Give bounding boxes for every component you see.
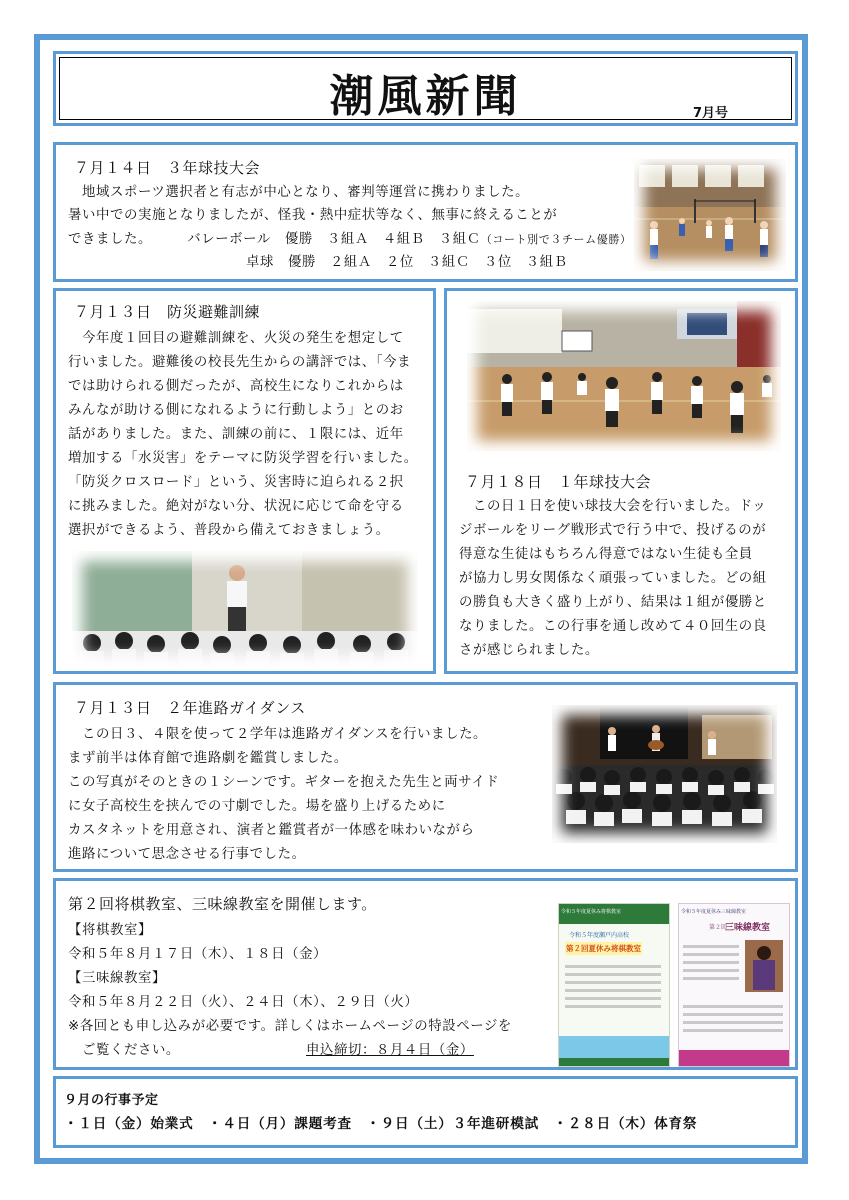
flyer-title: 三味線教室 xyxy=(725,923,771,933)
text-line: では助けられる側だったが、高校生になりこれからは xyxy=(68,379,404,394)
volleyball-results: できました。 バレーボール 優勝 ３組Ａ ４組Ｂ ３組Ｃ xyxy=(68,232,481,247)
text-line: に女子高校生を挟んでの寸劇でした。場を盛り上げるために xyxy=(68,799,446,814)
text-line: 行いました。避難後の校長先生からの講評では、「今ま xyxy=(68,355,412,370)
section-ball-game-1st xyxy=(444,288,798,674)
text-line: この日３、４限を使って２学年は進路ガイダンスを行いました。 xyxy=(68,727,488,742)
text-line: ジボールをリーグ戦形式で行う中で、投げるのが xyxy=(459,523,767,538)
text-line: 「防災クロスロード」という、災害時に迫られる２択 xyxy=(68,475,404,490)
text-line: この日１日を使い球技大会を行いました。ドッ xyxy=(459,499,767,514)
section-career-guidance xyxy=(53,682,798,872)
note-line: ご覧ください。 xyxy=(68,1043,180,1058)
text-line: 得意な生徒はもちろん得意ではない生徒も全員 xyxy=(459,547,753,562)
text-line: の勝負も大きく盛り上がり、結果は１組が優勝と xyxy=(459,595,767,610)
deadline: 申込締切：８月４日（金） xyxy=(306,1043,474,1058)
text-line: 進路について思念させる行事でした。 xyxy=(68,847,306,862)
section-heading: ７月１４日 ３年球技大会 xyxy=(74,159,261,177)
text-line: 今年度１回目の避難訓練を、火災の発生を想定して xyxy=(68,331,404,346)
shogi-flyer xyxy=(558,903,670,1067)
flyer-mid-text: 令和５年度瀬戸内高校 xyxy=(569,932,630,939)
section-heading: ７月１３日 防災避難訓練 xyxy=(74,303,261,321)
stage-skit-photo xyxy=(552,705,777,843)
shamisen-date: 令和５年８月２２日（火）、２４日（木）、２９日（火） xyxy=(68,995,419,1010)
masthead xyxy=(53,51,798,126)
newspaper-title: 潮風新聞 xyxy=(329,71,522,122)
section-heading: ７月１８日 １年球技大会 xyxy=(465,473,652,491)
text-line: カスタネットを用意され、演者と鑑賞者が一体感を味わいながら xyxy=(68,823,475,838)
text-line: に挑みました。絶対がない分、状況に応じて命を守る xyxy=(68,499,404,514)
text-line: この写真がそのときの１シーンです。ギターを抱えた先生と両サイド xyxy=(68,775,500,790)
principal-speech-photo xyxy=(72,551,418,667)
section-heading: ９月の行事予定 xyxy=(64,1093,159,1108)
flyer-top-text: 令和５年度夏休み将棋教室 xyxy=(561,909,622,915)
flyer-top-text: 令和５年度夏休み三味線教室 xyxy=(681,909,747,915)
note-line: ※各回とも申し込みが必要です。詳しくはホームページの特設ページを xyxy=(68,1019,512,1034)
issue-label: 7月号 xyxy=(693,106,729,121)
event-list: ・１日（金）始業式 ・４日（月）課題考査 ・９日（土）３年進研模試 ・２８日（木）体育祭 xyxy=(64,1116,698,1132)
flyer-sub-text: 第２回 xyxy=(709,924,728,931)
section-heading: ７月１３日 ２年進路ガイダンス xyxy=(74,699,306,717)
text-line: 地域スポーツ選択者と有志が中心となり、審判等運営に携わりました。 xyxy=(68,185,530,200)
table-tennis-results: 卓球 優勝 ２組Ａ ２位 ３組Ｃ ３位 ３組Ｂ xyxy=(246,255,568,270)
text-line: 話がありました。また、訓練の前に、１限には、近年 xyxy=(68,427,404,442)
section-evacuation-drill xyxy=(53,288,436,674)
text-line: 暑い中での実施となりましたが、怪我・熱中症状等なく、無事に終えることが xyxy=(68,208,558,223)
section-heading: 第２回将棋教室、三味線教室を開催します。 xyxy=(68,895,377,913)
section-ball-game-3rd xyxy=(53,142,798,282)
shogi-label: 【将棋教室】 xyxy=(68,923,152,938)
text-line: が協力し男女関係なく頑張っていました。どの組 xyxy=(459,571,767,586)
gym-volleyball-photo xyxy=(634,159,786,271)
text-line: みんなが助ける側になれるように行動しよう」とのお xyxy=(68,403,404,418)
dodgeball-photo xyxy=(467,301,781,451)
text-line: なりました。この行事を通し改めて４０回生の良 xyxy=(459,619,767,634)
text-line: 増加する「水災害」をテーマに防災学習を行いました。 xyxy=(68,451,418,466)
text-line: さが感じられました。 xyxy=(459,643,599,658)
section-classes-announcement xyxy=(53,878,798,1070)
flyer-title: 第２回夏休み将棋教室 xyxy=(566,944,641,953)
shamisen-label: 【三味線教室】 xyxy=(68,971,166,986)
text-line xyxy=(68,228,632,252)
volleyball-note: （コート別で３チーム優勝） xyxy=(480,233,632,246)
shogi-date: 令和５年８月１７日（木）、１８日（金） xyxy=(68,947,328,962)
text-line: まず前半は体育館で進路劇を鑑賞しました。 xyxy=(68,751,348,766)
shamisen-performer-image xyxy=(745,940,783,992)
shamisen-flyer xyxy=(678,903,790,1067)
text-line: 選択ができるよう、普段から備えておきましょう。 xyxy=(68,523,390,538)
section-september-schedule xyxy=(53,1076,798,1148)
